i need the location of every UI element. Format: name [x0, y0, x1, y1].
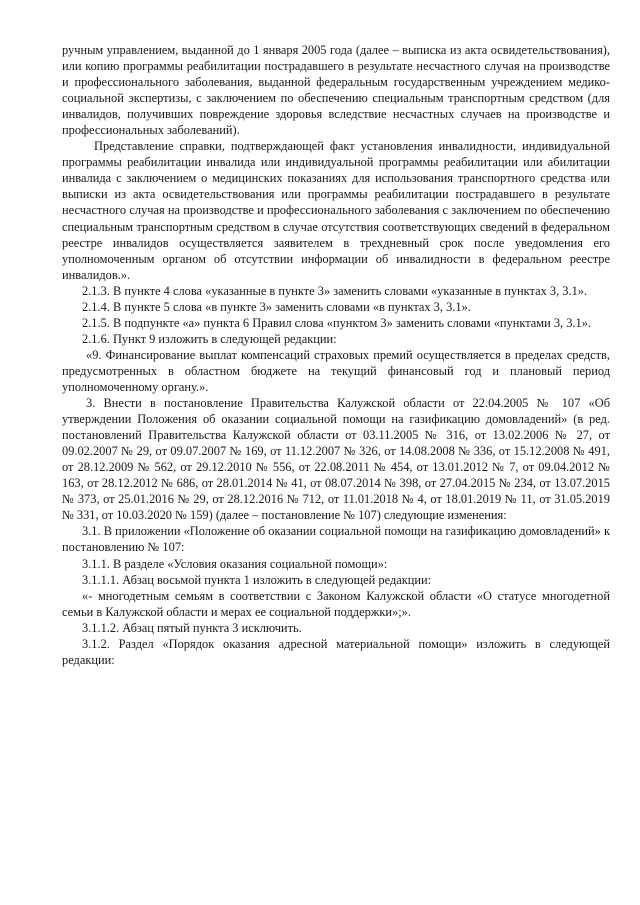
paragraph-large-families-quote: «- многодетным семьям в соответствии с Законом Калужской области «О статусе многодетной семьи в Калужской области и мерах ее социальной поддержки»;».	[62, 588, 610, 619]
paragraph-point-9: «9. Финансирование выплат компенсаций страховых премий осуществляется в пределах средств, предусмотренных в областном бюджете на текущий финансовый год и плановый период уполномоченному органу.».	[62, 347, 610, 394]
paragraph-2-1-5: 2.1.5. В подпункте «а» пункта 6 Правил слова «пунктом 3» заменить словами «пунктами 3, 3.1».	[82, 315, 592, 330]
paragraph-3-1-1-2: 3.1.1.2. Абзац пятый пункта 3 исключить.	[82, 620, 302, 635]
paragraph-certificate: Представление справки, подтверждающей факт установления инвалидности, индивидуальной программы реабилитации инвалида или индивидуальной программы реабилитации или абилитации инвалида с заключением о медицинских показаниях для использования транспортного средства или выписки из акта освидетельствования или программы реабилитации пострадавшего в результате несчастного случая на производстве и профессионального заболевания с заключением по обеспечению специальным транспортным средством в случае отсутствия соответствующих сведений в федеральном реестре инвалидов осуществляется заявителем в трехдневный срок после уведомления его уполномоченным органом об отсутствии информации об инвалидности в федеральном реестре инвалидов.».	[62, 139, 610, 282]
paragraph-2-1-3: 2.1.3. В пункте 4 слова «указанные в пункте 3» заменить словами «указанные в пунктах 3, 3.1».	[82, 283, 588, 298]
paragraph-2-1-6: 2.1.6. Пункт 9 изложить в следующей редакции:	[82, 331, 337, 346]
paragraph-3-1-1-1: 3.1.1.1. Абзац восьмой пункта 1 изложить в следующей редакции:	[82, 572, 432, 587]
paragraph-3-1-2: 3.1.2. Раздел «Порядок оказания адресной материальной помощи» изложить в следующей редакции:	[62, 636, 610, 667]
paragraph-3-1-1: 3.1.1. В разделе «Условия оказания социальной помощи»:	[82, 556, 388, 571]
paragraph-2-1-4: 2.1.4. В пункте 5 слова «в пункте 3» заменить словами «в пунктах 3, 3.1».	[82, 299, 471, 314]
paragraph-3: 3. Внести в постановление Правительства Калужской области от 22.04.2005 № 107 «Об утверждении Положения об оказании социальной помощи на газификацию домовладений» (в ред. постановлений Правительства Калужской области от 03.11.2005 № 316, от 13.02.2006 № 27, от 09.02.2007 № 29, от 09.07.2007 № 169, от 11.12.2007 № 326, от 14.08.2008 № 336, от 15.12.2008 № 491, от 28.12.2009 № 562, от 29.12.2010 № 556, от 22.08.2011 № 454, от 13.01.2012 № 7, от 09.04.2012 № 163, от 28.12.2012 № 686, от 28.01.2014 № 41, от 08.07.2014 № 398, от 27.04.2015 № 234, от 13.07.2015 № 373, от 25.01.2016 № 29, от 28.12.2016 № 712, от 11.01.2018 № 4, от 18.01.2019 № 11, от 31.05.2019 № 331, от 10.03.2020 № 159) (далее – постановление № 107) следующие изменения:	[62, 396, 610, 523]
paragraph-3-1: 3.1. В приложении «Положение об оказании социальной помощи на газификацию домовладений» к постановлению № 107:	[62, 524, 610, 555]
document-body	[62, 42, 610, 668]
paragraph-continuation: ручным управлением, выданной до 1 января 2005 года (далее – выписка из акта освидетельствования), или копию программы реабилитации пострадавшего в результате несчастного случая на производстве и профессионального заболевания, выданной федеральным государственным учреждением медико-социальной экспертизы, с заключением по обеспечению специальным транспортным средством (для инвалидов, получивших повреждение здоровья вследствие несчастных случаев на производстве и профессиональных заболеваний).	[62, 43, 610, 138]
